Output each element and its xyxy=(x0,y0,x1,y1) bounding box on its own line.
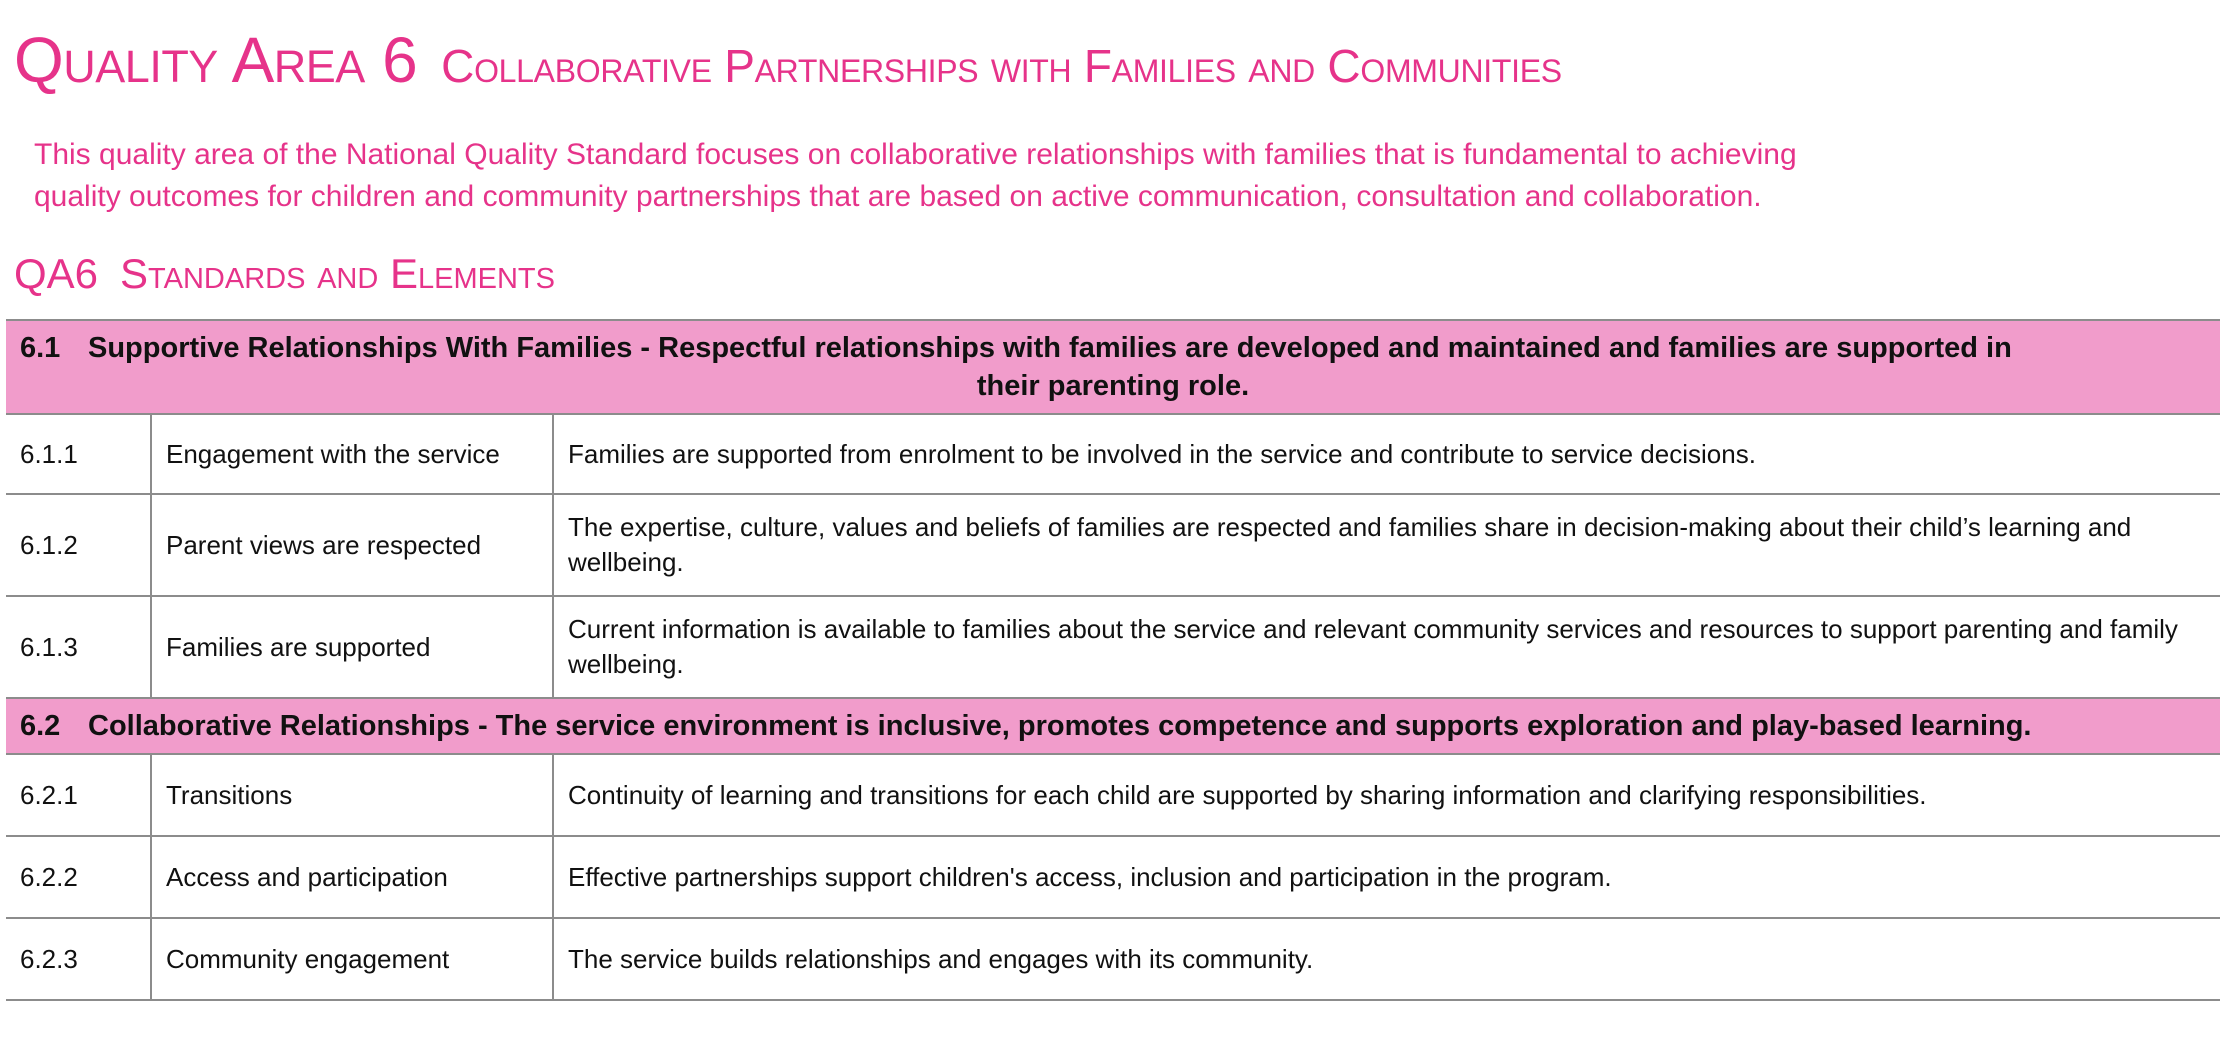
element-description: The service builds relationships and engages with its community. xyxy=(553,918,2220,1000)
element-row xyxy=(6,836,2220,918)
standard-cell xyxy=(6,698,2220,754)
element-code: 6.2.3 xyxy=(6,918,151,1000)
element-row xyxy=(6,918,2220,1000)
element-name: Community engagement xyxy=(151,918,553,1000)
quality-area-label: Quality Area 6 xyxy=(14,24,418,96)
element-row xyxy=(6,754,2220,836)
intro-paragraph xyxy=(34,134,2184,218)
standard-code: 6.2 xyxy=(20,710,61,742)
quality-area-subtitle: Collaborative Partnerships with Families and Communities xyxy=(441,40,1562,92)
element-name: Transitions xyxy=(151,754,553,836)
element-code: 6.2.1 xyxy=(6,754,151,836)
section-code: QA6 xyxy=(14,250,99,297)
element-name: Parent views are respected xyxy=(151,494,553,596)
element-row xyxy=(6,596,2220,698)
section-heading xyxy=(14,250,555,297)
element-code: 6.1.2 xyxy=(6,494,151,596)
page-title xyxy=(14,24,1562,96)
standard-text: Supportive Relationships With Families - Respectful relationships with families are developed and maintained and families are supported in xyxy=(88,332,2012,364)
element-code: 6.1.1 xyxy=(6,414,151,494)
element-description: Current information is available to families about the service and relevant community services and resources to support parenting and family wellbeing. xyxy=(553,596,2220,698)
standard-text: Collaborative Relationships - The service environment is inclusive, promotes competence and supports exploration and play-based learning. xyxy=(88,710,2032,742)
standards-table xyxy=(6,319,2220,1001)
intro-line: quality outcomes for children and community partnerships that are based on active communication, consultation and collaboration. xyxy=(34,180,1762,213)
element-description: Continuity of learning and transitions for each child are supported by sharing information and clarifying responsibilities. xyxy=(553,754,2220,836)
element-row xyxy=(6,494,2220,596)
section-title: Standards and Elements xyxy=(120,250,555,297)
element-description: The expertise, culture, values and beliefs of families are respected and families share in decision-making about their child’s learning and wellbeing. xyxy=(553,494,2220,596)
element-name: Families are supported xyxy=(151,596,553,698)
standard-row xyxy=(6,698,2220,754)
element-name: Access and participation xyxy=(151,836,553,918)
element-code: 6.2.2 xyxy=(6,836,151,918)
element-description: Effective partnerships support children's access, inclusion and participation in the program. xyxy=(553,836,2220,918)
element-description: Families are supported from enrolment to be involved in the service and contribute to service decisions. xyxy=(553,414,2220,494)
element-name: Engagement with the service xyxy=(151,414,553,494)
standard-row xyxy=(6,320,2220,414)
standard-cell xyxy=(6,320,2220,414)
standard-text-continued: their parenting role. xyxy=(976,370,1250,402)
intro-line: This quality area of the National Quality Standard focuses on collaborative relationships with families that is fundamental to achieving xyxy=(34,138,1797,171)
element-row xyxy=(6,414,2220,494)
element-code: 6.1.3 xyxy=(6,596,151,698)
standard-code: 6.1 xyxy=(20,332,61,364)
